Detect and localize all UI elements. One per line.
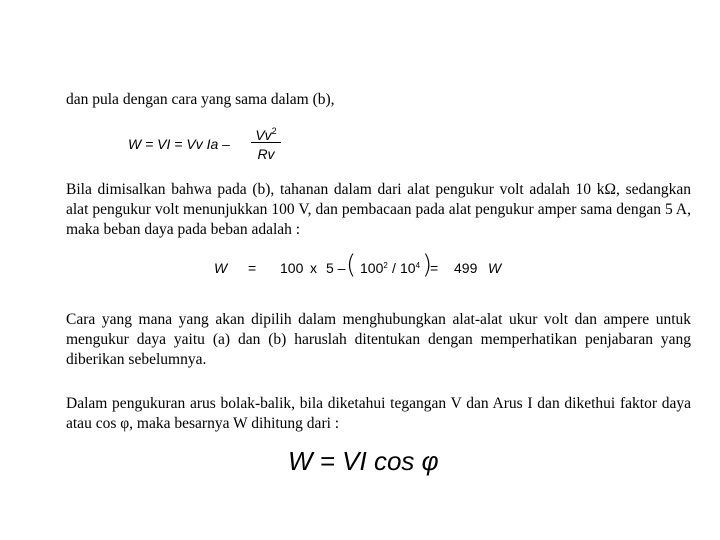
eq2-d-exponent: 4	[415, 261, 421, 270]
eq2-value-d	[400, 260, 420, 276]
fraction-denominator: Rv	[257, 146, 275, 162]
eq2-value-c	[360, 260, 388, 276]
eq2-times: x	[310, 260, 317, 276]
fraction-numerator	[250, 120, 282, 142]
equation-ac-power: W = VI cos φ	[288, 446, 439, 476]
paragraph-choice: Cara yang mana yang akan dipilih dalam menghubungkan alat-alat ukur volt dan ampere untuk mengukur daya yaitu (a) dan (b) haruslah ditentukan dengan memperhatikan penjabaran yang diberikan sebelumnya.	[66, 311, 691, 368]
eq2-equals-1: =	[248, 260, 257, 276]
paragraph-example: Bila dimisalkan bahwa pada (b), tahanan dalam dari alat pengukur volt adalah 10 kΩ, sedangkan alat pengukur volt menunjukkan 100 V, dan pembacaan pada alat pengukur amper sama dengan 5 A, maka beban daya pada beban adalah :	[66, 181, 691, 238]
equation-fraction	[250, 120, 282, 163]
equation-lhs: W = VI = Vv Ia –	[128, 136, 230, 152]
eq2-slash: /	[392, 260, 396, 276]
eq2-right-paren: )	[422, 250, 433, 280]
eq2-w: W	[214, 260, 228, 276]
eq2-left-paren: (	[346, 250, 357, 280]
eq2-value-b: 5 –	[326, 260, 346, 276]
paragraph-ac: Dalam pengukuran arus bolak-balik, bila diketahui tegangan V dan Arus I dan dikethui faktor daya atau cos φ, maka besarnya W dihitung dari :	[66, 395, 691, 432]
eq2-equals-2: =	[430, 260, 439, 276]
paragraph-intro: dan pula dengan cara yang sama dalam (b),	[66, 91, 335, 108]
numerator-text: Vv	[255, 127, 272, 143]
eq2-result: 499	[454, 260, 478, 276]
eq2-c-exponent: 2	[383, 261, 388, 270]
numerator-exponent: 2	[271, 126, 277, 136]
eq2-unit: W	[488, 260, 502, 276]
eq2-c-base: 100	[360, 260, 384, 276]
eq2-d-base: 10	[400, 260, 416, 276]
eq2-value-a: 100	[280, 260, 304, 276]
